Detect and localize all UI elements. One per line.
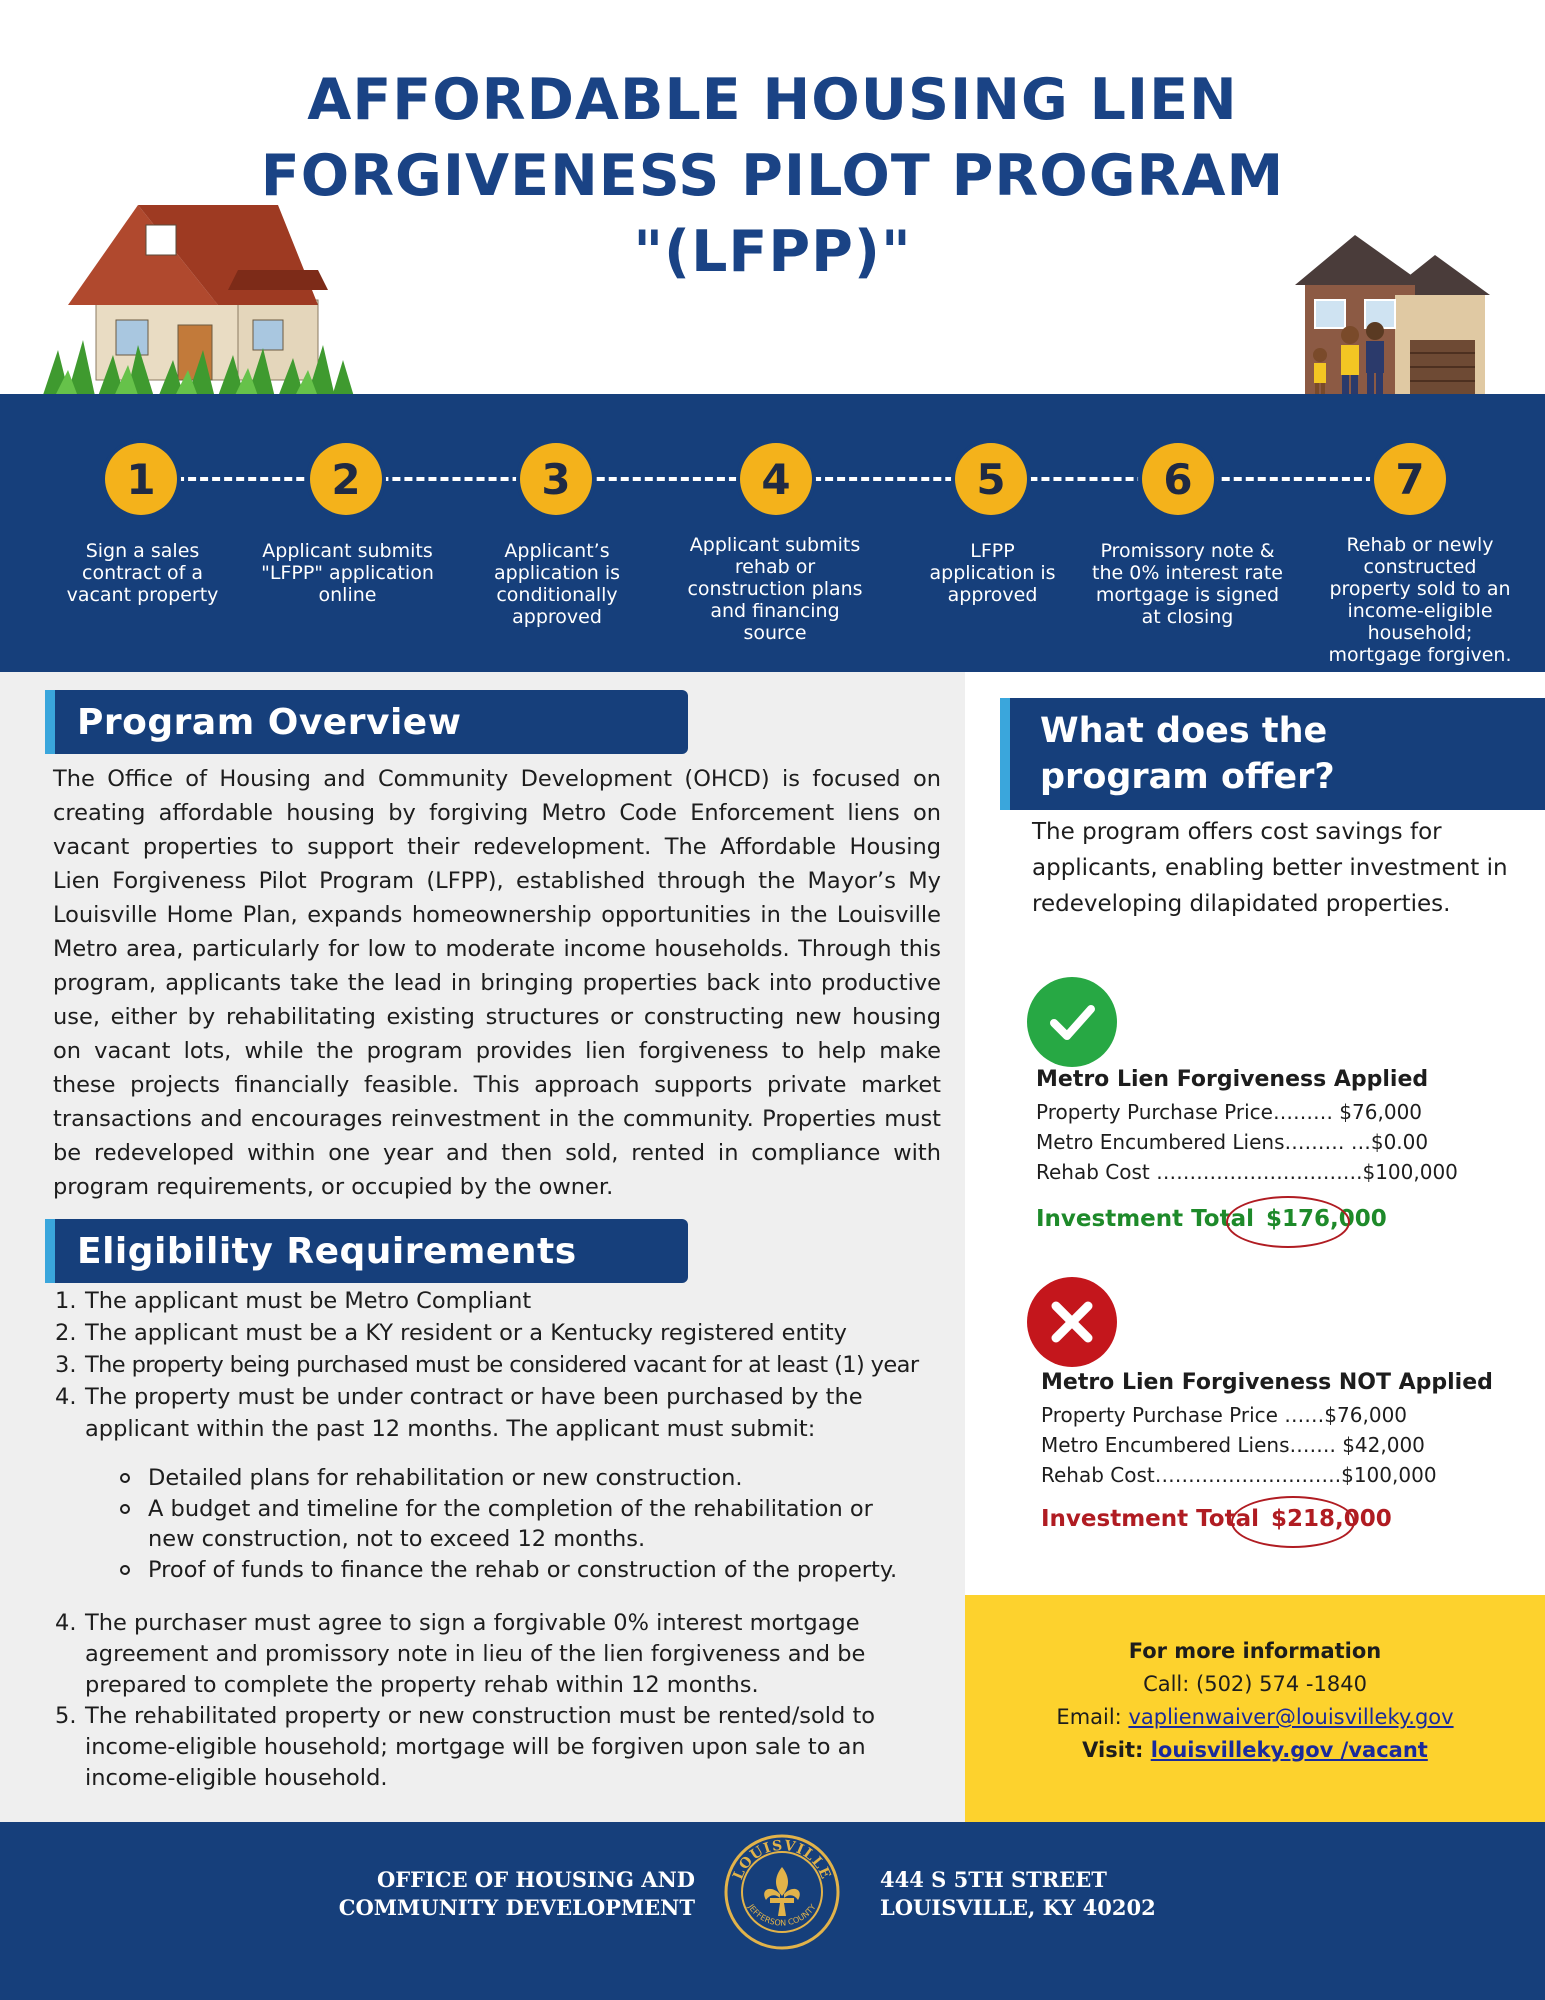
eligibility-item-number: 1. <box>55 1288 77 1314</box>
step-4-number: 4 <box>740 443 812 515</box>
eligibility-item <box>55 1349 935 1381</box>
louisville-seal-logo <box>722 1832 842 1952</box>
program-offer-heading <box>1000 698 1545 810</box>
footer-address <box>880 1866 1156 1922</box>
eligibility-item-text: The purchaser must agree to sign a forgivable 0% interest mortgage agreement and promissory note in lieu of the lien forgiveness and be prepared to complete the property rehab within 12 months. <box>85 1610 866 1698</box>
bullet-icon <box>120 1565 130 1575</box>
eligibility-list <box>55 1285 935 1445</box>
contact-info-box <box>965 1595 1545 1822</box>
lien-not-applied-title: Metro Lien Forgiveness NOT Applied <box>1041 1370 1493 1395</box>
contact-email-label: Email: <box>1056 1705 1129 1729</box>
eligibility-item-text: The rehabilitated property or new construction must be rented/sold to income-eligible household; mortgage will be forgiven upon sale to an income-eligible household. <box>85 1703 876 1791</box>
contact-email-row <box>965 1701 1545 1734</box>
eligibility-item <box>55 1701 935 1794</box>
old-house-illustration <box>38 170 358 410</box>
eligibility-item-text: The property being purchased must be considered vacant for at least (1) year <box>85 1352 919 1378</box>
step-4-text: Applicant submits rehab or construction plans and financing source <box>687 534 863 644</box>
eligibility-item <box>55 1608 935 1701</box>
lien-applied-title: Metro Lien Forgiveness Applied <box>1036 1067 1429 1092</box>
contact-website-link[interactable]: louisvilleky.gov /vacant <box>1150 1738 1428 1762</box>
contact-visit-label: Visit: <box>1082 1738 1151 1762</box>
applied-purchase-price: Property Purchase Price……… $76,000 <box>1036 1100 1423 1124</box>
step-7-text: Rehab or newly constructed property sold to an income-eligible household; mortgage forgiven. <box>1328 534 1512 666</box>
footer-office-line-1: OFFICE OF HOUSING AND <box>376 1867 695 1892</box>
program-overview-heading: Program Overview <box>45 690 688 754</box>
program-overview-body: The Office of Housing and Community Development (OHCD) is focused on creating affordable housing by forgiving Metro Code Enforcement liens on vacant properties to support their redevelopment. The Affordable Housing Lien Forgiveness Pilot Program (LFPP), established through the Mayor’s My Louisville Home Plan, expands homeownership opportunities in the Louisville Metro area, particularly for low to moderate income households. Through this program, applicants take the lead in bringing properties back into productive use, either by rehabilitating existing structures or constructing new housing on vacant lots, while the program provides lien forgiveness to help make these projects financially feasible. This approach supports private market transactions and encourages reinvestment in the community. Properties must be redeveloped within one year and then sold, rented in compliance with program requirements, or occupied by the owner. <box>53 766 941 1200</box>
footer-office-name <box>339 1866 695 1922</box>
footer-office-line-2: COMMUNITY DEVELOPMENT <box>338 1895 695 1920</box>
applied-total-label: Investment Total <box>1036 1206 1254 1232</box>
program-offer-heading-line-2: program offer? <box>1040 757 1335 797</box>
step-5-number: 5 <box>955 443 1027 515</box>
not-applied-purchase-price: Property Purchase Price ……$76,000 <box>1041 1403 1408 1427</box>
seal-top-text: LOUISVILLE <box>730 1837 834 1883</box>
eligibility-heading: Eligibility Requirements <box>45 1219 688 1283</box>
eligibility-item <box>55 1317 935 1349</box>
bullet-text: A budget and timeline for the completion of the rehabilitation or new construction, not to exceed 12 months. <box>148 1496 873 1552</box>
checkmark-icon <box>1027 977 1117 1067</box>
bullet-icon <box>120 1473 130 1483</box>
step-6-number: 6 <box>1142 443 1214 515</box>
family-house-illustration <box>1275 225 1495 415</box>
eligibility-item-text: The applicant must be Metro Compliant <box>85 1288 532 1314</box>
applied-encumbered-liens: Metro Encumbered Liens……… …$0.00 <box>1036 1130 1429 1154</box>
step-3-number: 3 <box>520 443 592 515</box>
footer-address-line-1: 444 S 5TH STREET <box>880 1867 1107 1892</box>
eligibility-item-text: The applicant must be a KY resident or a Kentucky registered entity <box>85 1320 847 1346</box>
contact-email-link[interactable]: vaplienwaiver@louisvilleky.gov <box>1128 1705 1454 1729</box>
eligibility-item <box>55 1381 935 1445</box>
applied-rehab-cost: Rehab Cost ………………………….$100,000 <box>1036 1160 1458 1184</box>
eligibility-item-number: 2. <box>55 1320 77 1346</box>
not-applied-total-highlight <box>1231 1496 1355 1548</box>
eligibility-item-number: 3. <box>55 1352 77 1378</box>
step-2-number: 2 <box>310 443 382 515</box>
bullet-text: Proof of funds to finance the rehab or construction of the property. <box>148 1557 898 1583</box>
contact-phone: Call: (502) 574 -1840 <box>1143 1672 1367 1696</box>
title-line-3: "(LFPP)" <box>633 219 912 285</box>
bullet-item <box>120 1494 900 1554</box>
step-6-text: Promissory note & the 0% interest rate mortgage is signed at closing <box>1092 540 1283 628</box>
applied-total-highlight <box>1226 1196 1350 1248</box>
step-5-text: LFPP application is approved <box>929 540 1056 606</box>
bullet-text: Detailed plans for rehabilitation or new construction. <box>148 1465 743 1491</box>
step-2-text: Applicant submits "LFPP" application online <box>261 540 434 606</box>
not-applied-encumbered-liens: Metro Encumbered Liens……. $42,000 <box>1041 1433 1425 1457</box>
step-7-number: 7 <box>1374 443 1446 515</box>
not-applied-total-value: $218,000 <box>1271 1506 1392 1532</box>
not-applied-total-label: Investment Total <box>1041 1506 1259 1532</box>
contact-visit-row <box>965 1734 1545 1767</box>
footer-address-line-2: LOUISVILLE, KY 40202 <box>880 1895 1156 1920</box>
step-1-number: 1 <box>105 443 177 515</box>
eligibility-item-text: The property must be under contract or have been purchased by the applicant within the past 12 months. The applicant must submit: <box>85 1384 863 1442</box>
eligibility-item-number: 4. <box>55 1610 77 1636</box>
x-mark-icon <box>1027 1277 1117 1367</box>
eligibility-item-number: 4. <box>55 1384 77 1410</box>
applied-total-value: $176,000 <box>1266 1206 1387 1232</box>
bullet-item <box>120 1555 900 1585</box>
bullet-item <box>120 1463 900 1493</box>
program-offer-heading-line-1: What does the <box>1040 711 1328 751</box>
contact-heading: For more information <box>1128 1639 1382 1663</box>
step-3-text: Applicant’s application is conditionally approved <box>493 540 621 628</box>
step-1-text: Sign a sales contract of a vacant property <box>66 540 219 606</box>
eligibility-item <box>55 1285 935 1317</box>
submission-bullets <box>120 1463 900 1586</box>
bullet-icon <box>120 1504 130 1514</box>
seal-bottom-text: JEFFERSON COUNTY <box>746 1902 818 1928</box>
not-applied-rehab-cost: Rehab Cost……………………….$100,000 <box>1041 1463 1437 1487</box>
eligibility-item-number: 5. <box>55 1703 77 1729</box>
program-offer-body: The program offers cost savings for applicants, enabling better investment in redeveloping dilapidated properties. <box>1032 819 1508 917</box>
title-line-1: AFFORDABLE HOUSING LIEN <box>307 67 1238 133</box>
title-line-2: FORGIVENESS PILOT PROGRAM <box>260 143 1285 209</box>
eligibility-list-continued <box>55 1608 935 1794</box>
